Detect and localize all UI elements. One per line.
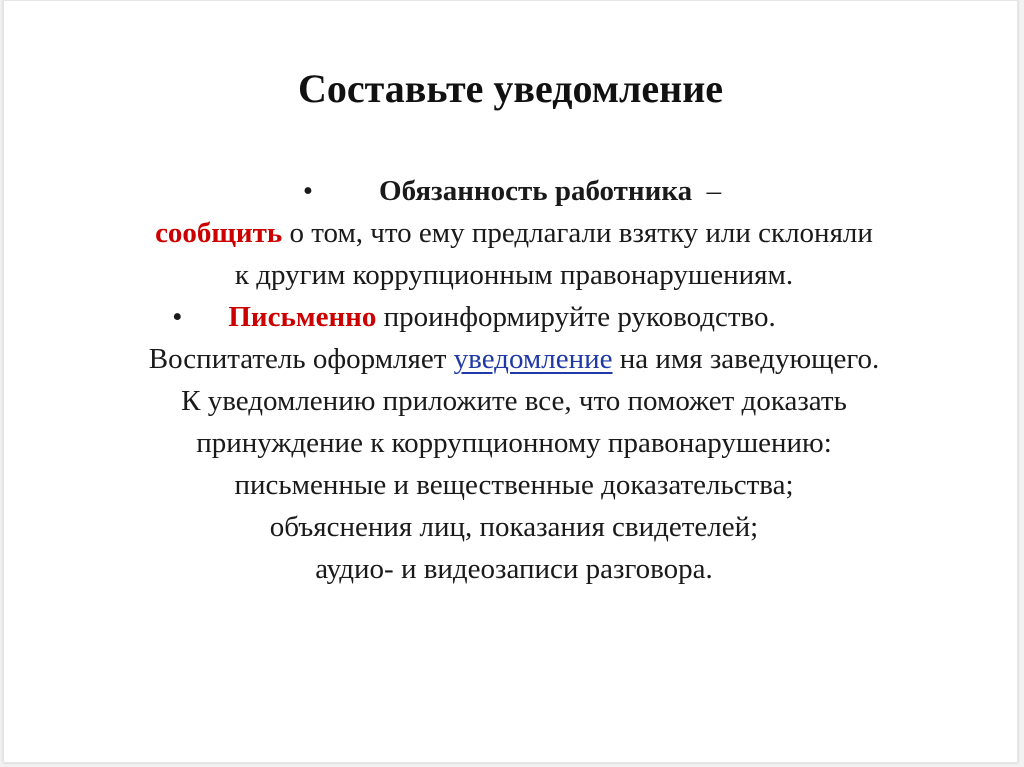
body-line-report <box>44 212 984 254</box>
body-line-coercion: принуждение к коррупционному правонарушению: <box>196 427 832 459</box>
body-line-notice <box>44 338 984 380</box>
report-emphasis: сообщить <box>155 217 283 249</box>
body-line-witnesses: объяснения лиц, показания свидетелей; <box>269 511 759 543</box>
dash: – <box>706 175 722 207</box>
body-line-attach: К уведомлению приложите все, что поможет доказать <box>181 385 847 417</box>
slide <box>3 0 1018 763</box>
slide-title: Составьте уведомление <box>298 66 723 111</box>
notice-link[interactable]: уведомление <box>453 343 613 375</box>
slide-body <box>44 170 984 590</box>
bullet-line-written <box>4 296 944 338</box>
report-text: о том, что ему предлагали взятку или склоняли <box>289 217 873 249</box>
bullet-icon: • <box>302 175 314 207</box>
body-line-corruption: к другим коррупционным правонарушениям. <box>234 259 794 291</box>
notice-text-after: на имя заведующего. <box>619 343 880 375</box>
body-line-recordings: аудио- и видеозаписи разговора. <box>315 553 713 585</box>
written-emphasis: Письменно <box>228 301 377 333</box>
body-line-evidence: письменные и вещественные доказательства; <box>234 469 794 501</box>
duty-heading: Обязанность работника <box>379 175 693 207</box>
bullet-line-duty <box>42 170 982 212</box>
notice-text-before: Воспитатель оформляет <box>148 343 447 375</box>
bullet-icon: • <box>172 301 183 333</box>
written-text: проинформируйте руководство. <box>383 301 776 333</box>
